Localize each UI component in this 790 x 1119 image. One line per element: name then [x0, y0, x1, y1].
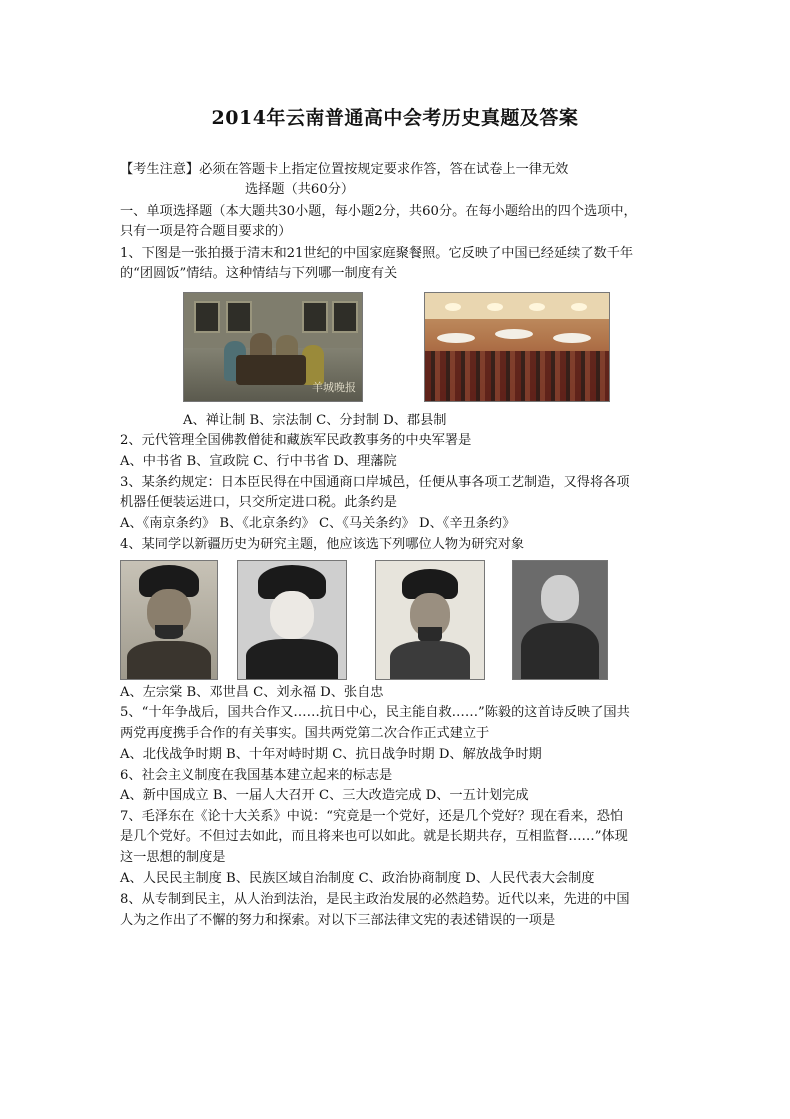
portrait-liu-yongfu — [375, 560, 485, 680]
q5-stem-line-1: 5、“十年争战后，国共合作又……抗日中心，民主能自救……”陈毅的这首诗反映了国共 — [120, 705, 630, 720]
exam-notice: 【考生注意】必须在答题卡上指定位置按规定要求作答，答在试卷上一律无效 — [120, 162, 569, 177]
q3-options: A、《南京条约》 B、《北京条约》 C、《马关条约》 D、《辛丑条约》 — [120, 516, 516, 531]
q7-stem-line-1: 7、毛泽东在《论十大关系》中说：“究竟是一个党好，还是几个党好？现在看来，恐怕 — [120, 809, 624, 824]
q3-stem-line-1: 3、某条约规定：日本臣民得在中国通商口岸城邑，任便从事各项工艺制造，又得将各项 — [120, 475, 630, 490]
q4-stem: 4、某同学以新疆历史为研究主题，他应该选下列哪位人物为研究对象 — [120, 537, 525, 552]
page-title: 2014年云南普通高中会考历史真题及答案 — [211, 107, 579, 129]
newspaper-stamp: 羊城晚报 — [312, 381, 356, 394]
q5-stem-line-2: 两党再度携手合作的有关事实。国共两党第二次合作正式建立于 — [120, 726, 490, 741]
section-intro-line-2: 只有一项是符合题目要求的） — [120, 224, 292, 239]
qing-family-meal-photo — [183, 292, 363, 402]
q1-stem-line-2: 的“团圆饭”情结。这种情结与下列哪一制度有关 — [120, 266, 398, 281]
q7-options: A、人民民主制度 B、民族区域自治制度 C、政治协商制度 D、人民代表大会制度 — [120, 871, 595, 886]
q4-options: A、左宗棠 B、邓世昌 C、刘永福 D、张自忠 — [120, 685, 384, 700]
q6-options: A、新中国成立 B、一届人大召开 C、三大改造完成 D、一五计划完成 — [120, 788, 529, 803]
q2-stem: 2、元代管理全国佛教僧徒和藏族军民政教事务的中央军署是 — [120, 433, 472, 448]
q7-stem-line-2: 是几个党好。不但过去如此，而且将来也可以如此。就是长期共存，互相监督……”体现 — [120, 829, 628, 844]
section-intro-line-1: 一、单项选择题（本大题共30小题，每小题2分，共60分。在每小题给出的四个选项中， — [120, 204, 637, 219]
section-title: 选择题（共60分） — [245, 182, 355, 197]
portrait-zhang-zizhong — [512, 560, 608, 680]
q6-stem: 6、社会主义制度在我国基本建立起来的标志是 — [120, 768, 393, 783]
modern-banquet-photo — [424, 292, 610, 402]
q1-options: A、禅让制 B、宗法制 C、分封制 D、郡县制 — [183, 413, 447, 428]
q7-stem-line-3: 这一思想的制度是 — [120, 850, 226, 865]
q2-options: A、中书省 B、宣政院 C、行中书省 D、理藩院 — [120, 454, 397, 469]
q8-stem-line-1: 8、从专制到民主，从人治到法治，是民主政治发展的必然趋势。近代以来，先进的中国 — [120, 892, 630, 907]
q1-stem-line-1: 1、下图是一张拍摄于清末和21世纪的中国家庭聚餐照。它反映了中国已经延续了数千年 — [120, 246, 634, 261]
q5-options: A、北伐战争时期 B、十年对峙时期 C、抗日战争时期 D、解放战争时期 — [120, 747, 542, 762]
q8-stem-line-2: 人为之作出了不懈的努力和探索。对以下三部法律文宪的表述错误的一项是 — [120, 913, 556, 928]
portrait-zuo-zongtang — [120, 560, 218, 680]
q3-stem-line-2: 机器任便装运进口，只交所定进口税。此条约是 — [120, 495, 397, 510]
portrait-deng-shichang — [237, 560, 347, 680]
